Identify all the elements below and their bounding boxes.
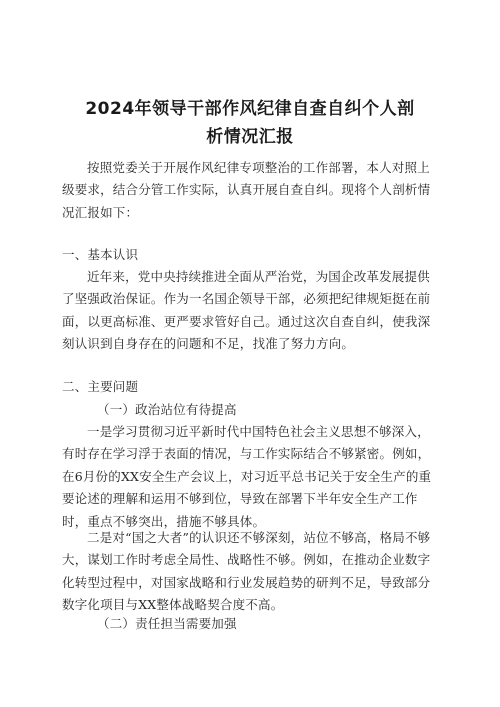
problem-paragraph-1: 一是学习贯彻习近平新时代中国特色社会主义思想不够深入，有时存在学习浮于表面的情况，与工作实际结合不够紧密。例如，在6月份的XX安全生产会议上，对习近平总书记关于安全生产的重要论述的理解和运用不够到位，导致在部署下半年安全生产工作时，重点不够突出，措施不够具体。 (62, 424, 432, 529)
problem-paragraph-2: 二是对“国之大者”的认识还不够深刻，站位不够高，格局不够大，谋划工作时考虑全局性、战略性不够。例如，在推动企业数字化转型过程中，对国家战略和行业发展趋势的研判不足，导致部分数字化项目与XX整体战略契合度不高。 (62, 530, 431, 613)
subsection-heading-political-stance: （一）政治站位有待提高 (97, 402, 237, 417)
subsection-heading-responsibility: （二）责任担当需要加强 (97, 616, 237, 631)
basic-understanding-paragraph: 近年来，党中央持续推进全面从严治党，为国企改革发展提供了坚强政治保证。作为一名国企领导干部，必须把纪律规矩挺在前面，以更高标准、更严要求管好自己。通过这次自查自纠，使我深刻认识到自身存在的问题和不足，找准了努力方向。 (62, 269, 431, 352)
section-heading-main-problems: 二、主要问题 (62, 379, 139, 394)
document-title-line-1: 2024年领导干部作风纪律自查自纠个人剖 (85, 99, 415, 119)
intro-paragraph: 按照党委关于开展作风纪律专项整治的工作部署，本人对照上级要求，结合分管工作实际，认真开展自查自纠。现将个人剖析情况汇报如下： (62, 160, 431, 220)
document-title-line-2: 析情况汇报 (206, 127, 294, 147)
section-heading-basic-understanding: 一、基本认识 (62, 247, 139, 262)
